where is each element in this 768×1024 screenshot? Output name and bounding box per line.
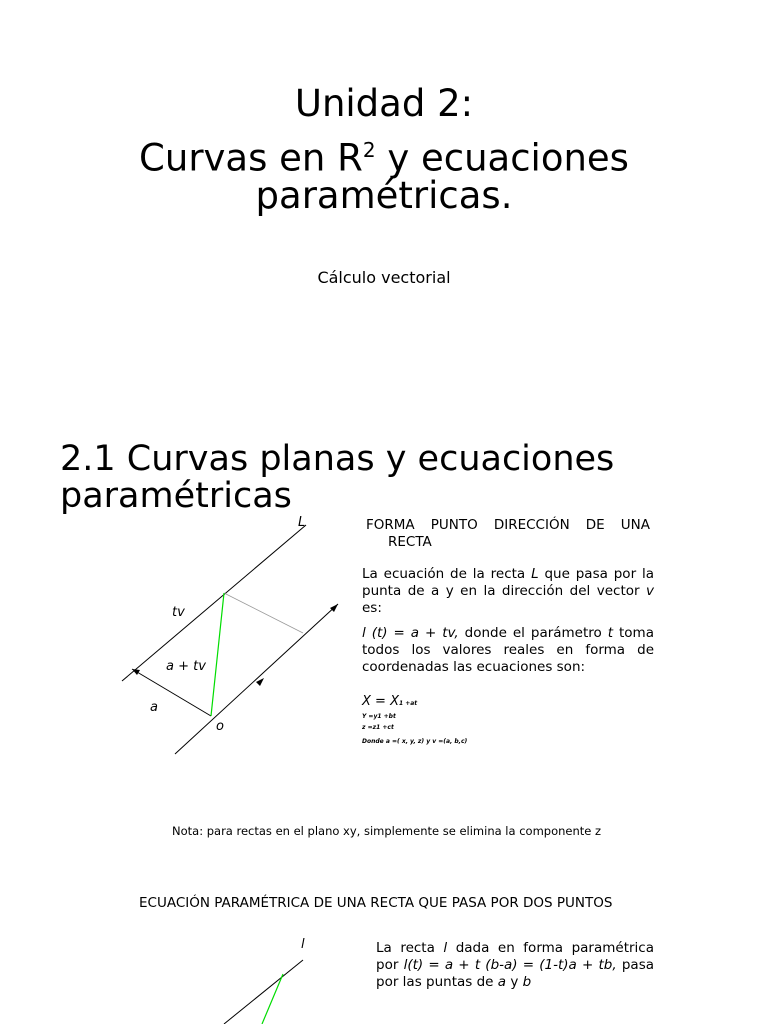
p2-b: donde el parámetro	[458, 625, 608, 641]
equation-x	[362, 694, 417, 709]
slide1-title-line1: Unidad 2:	[294, 82, 474, 125]
two-point-diagram	[210, 934, 320, 1024]
equation-donde: Donde a =( x, y, z) y v =(a, b,c)	[362, 738, 468, 745]
equation-y: Y =y1 +bt	[362, 713, 396, 720]
label-a: a	[150, 700, 158, 715]
vector-a	[132, 669, 211, 716]
line-l	[224, 960, 303, 1024]
s3-a: La recta	[376, 940, 444, 956]
eq-x-sub: 1 +at	[398, 700, 418, 707]
p1-v: v	[646, 583, 654, 599]
title-line2-post: y ecuaciones	[375, 136, 629, 180]
slide1-title-line3: paramétricas.	[255, 174, 513, 217]
p2-c: toma todos los valores reales en forma de coordenadas las ecuaciones son:	[362, 625, 654, 675]
s3-eq: l(t) = a + t (b-a) = (1-t)a + tb,	[403, 957, 617, 973]
equation-z: z =z1 +ct	[362, 724, 394, 731]
label-tv: tv	[172, 605, 185, 620]
s3-b2: b	[522, 974, 532, 990]
heading-line1: FORMA PUNTO DIRECCIÓN DE UNA	[366, 517, 650, 533]
title-line2-pre: Curvas en R	[139, 136, 363, 180]
arrow-head-mid	[256, 678, 264, 686]
p1-c: es:	[362, 600, 382, 616]
s3-a2: a	[497, 974, 507, 990]
p1-a: La ecuación de la recta	[362, 566, 532, 582]
point-direction-diagram	[110, 508, 350, 760]
p2-t: t	[607, 625, 614, 641]
eq-x-main: X = X	[362, 694, 399, 709]
green-vector	[262, 974, 283, 1024]
s3-b: dada en forma paramétrica por	[376, 940, 654, 973]
slide1-title-line2	[0, 128, 768, 180]
label-o: o	[216, 719, 224, 734]
slide1-subtitle: Cálculo vectorial	[317, 268, 451, 287]
slide3-paragraph	[376, 940, 654, 991]
title-superscript: 2	[362, 138, 376, 162]
label-l: l	[301, 937, 305, 952]
paragraph-1	[362, 566, 654, 617]
section-title: 2.1 Curvas planas y ecuaciones paramétricas	[60, 439, 615, 516]
s3-y: y	[506, 974, 523, 990]
s3-l: l	[443, 940, 448, 956]
s3-c: pasa por las puntas de	[376, 957, 654, 990]
label-a-plus-tv: a + tv	[166, 659, 206, 674]
note: Nota: para rectas en el plano xy, simplemente se elimina la componente z	[172, 824, 602, 838]
slide3-heading: ECUACIÓN PARAMÉTRICA DE UNA RECTA QUE PASA POR DOS PUNTOS	[139, 895, 613, 911]
thin-connector	[224, 593, 303, 633]
p2-a: l (t) = a + tv,	[362, 625, 459, 641]
vector-a-plus-tv	[211, 593, 224, 716]
label-L: L	[298, 515, 306, 530]
paragraph-2	[362, 625, 654, 676]
line-L	[122, 525, 306, 681]
parallel-line	[175, 604, 338, 754]
p1-L: L	[531, 566, 539, 582]
p1-b: que pasa por la punta de a y en la dirección del vector	[362, 566, 654, 599]
heading-line2: RECTA	[388, 534, 432, 550]
